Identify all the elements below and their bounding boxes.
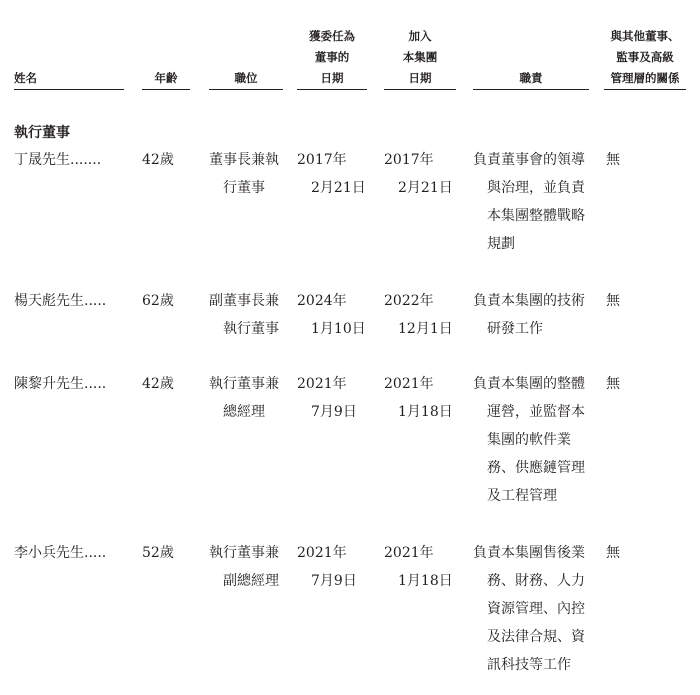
row-duties: 負責本集團的技術 研發工作 <box>473 293 585 337</box>
header-duties: 職責 <box>519 71 543 85</box>
row-name: 陳黎升先生..... <box>14 376 107 392</box>
row-appointed-date: 2021年 7月9日 <box>297 545 357 589</box>
header-age: 年齡 <box>154 71 178 85</box>
row-relationship: 無 <box>606 152 620 168</box>
row-age: 42歲 <box>142 376 174 392</box>
header-name: 姓名 <box>14 71 37 85</box>
header-position: 職位 <box>234 71 258 85</box>
row-joined-date: 2017年 2月21日 <box>384 152 453 196</box>
row-relationship: 無 <box>606 376 620 392</box>
row-duties: 負責本集團的整體 運營，並監督本 集團的軟件業 務、供應鏈管理 及工程管理 <box>473 376 585 504</box>
header-rule-appointed <box>297 89 367 90</box>
row-joined-date: 2021年 1月18日 <box>384 376 453 420</box>
header-appointed-date: 獲委任為 董事的 日期 <box>309 29 355 85</box>
row-age: 62歲 <box>142 293 174 309</box>
row-name: 李小兵先生..... <box>14 545 107 561</box>
row-name: 楊天彪先生..... <box>14 293 107 309</box>
row-appointed-date: 2024年 1月10日 <box>297 293 366 337</box>
row-joined-date: 2021年 1月18日 <box>384 545 453 589</box>
section-title: 執行董事 <box>14 125 70 141</box>
row-duties: 負責本集團售後業 務、財務、人力 資源管理、內控 及法律合規、資 訊科技等工作 <box>473 545 585 673</box>
row-appointed-date: 2021年 7月9日 <box>297 376 357 420</box>
row-age: 52歲 <box>142 545 174 561</box>
row-position: 執行董事兼 總經理 <box>209 376 279 420</box>
row-name: 丁晟先生....... <box>14 152 102 168</box>
header-rule-duties <box>473 89 589 90</box>
row-relationship: 無 <box>606 545 620 561</box>
header-rule-name <box>14 89 124 90</box>
header-rule-position <box>209 89 283 90</box>
row-joined-date: 2022年 12月1日 <box>384 293 453 337</box>
header-rule-relationship <box>604 89 686 90</box>
header-rule-joined <box>384 89 456 90</box>
row-appointed-date: 2017年 2月21日 <box>297 152 366 196</box>
header-rule-age <box>142 89 190 90</box>
row-position: 執行董事兼 副總經理 <box>209 545 279 589</box>
row-duties: 負責董事會的領導 與治理，並負責 本集團整體戰略 規劃 <box>473 152 585 252</box>
header-relationship: 與其他董事、 監事及高級 管理層的關係 <box>610 29 680 85</box>
row-relationship: 無 <box>606 293 620 309</box>
row-position: 副董事長兼 執行董事 <box>209 293 279 337</box>
header-joined-date: 加入 本集團 日期 <box>402 29 438 85</box>
row-age: 42歲 <box>142 152 174 168</box>
row-position: 董事長兼執 行董事 <box>209 152 279 196</box>
